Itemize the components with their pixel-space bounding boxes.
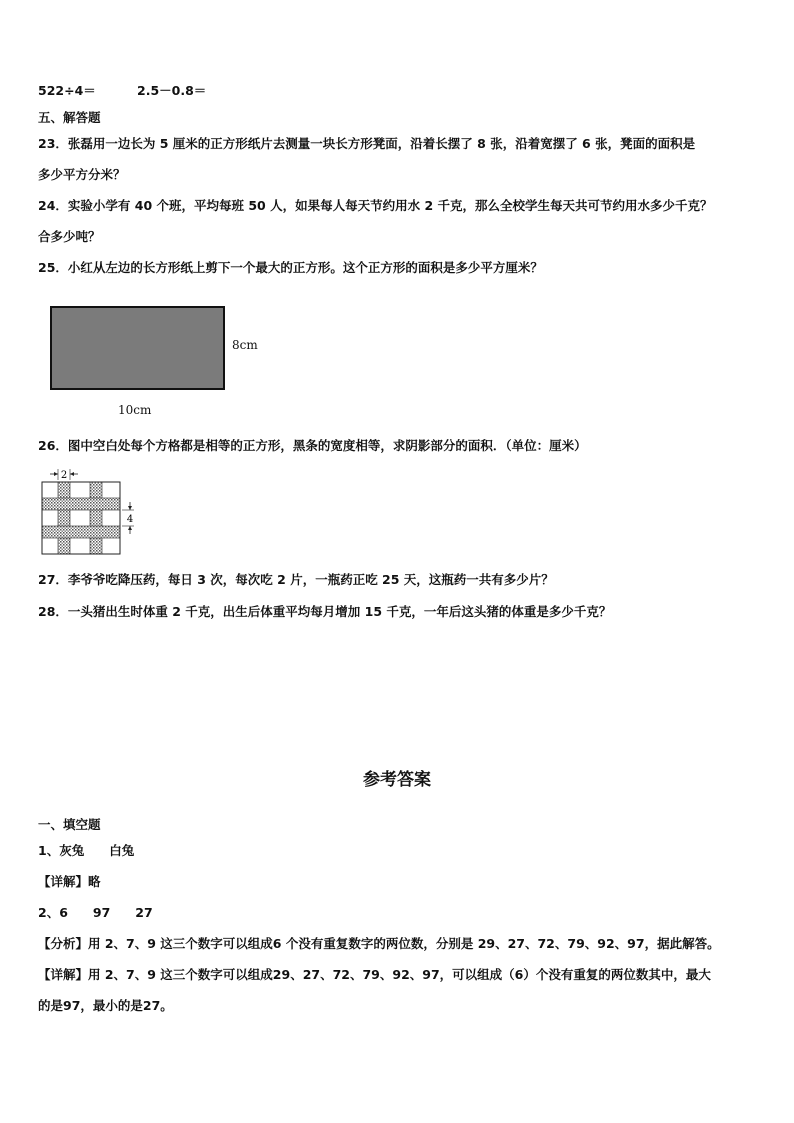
answer-2: 2、6 97 27	[38, 905, 153, 920]
section-5-heading: 五、解答题	[38, 110, 101, 125]
grid-label-top: 2	[60, 470, 68, 481]
rect-height-label: 8cm	[232, 338, 258, 352]
question-24-line1: 24．实验小学有 40 个班，平均每班 50 人，如果每人每天节约用水 2 千克，那么全校学生每天共可节约用水多少千克？	[38, 198, 713, 213]
rect-width-label: 10cm	[118, 403, 152, 417]
answer-2-detail-line2: 的是97，最小的是27。	[38, 998, 173, 1013]
question-24-line2: 合多少吨？	[38, 229, 101, 244]
question-25-text: 25．小红从左边的长方形纸上剪下一个最大的正方形。这个正方形的面积是多少平方厘米？	[38, 260, 543, 275]
calc-item-1: 522÷4＝	[38, 83, 96, 98]
answers-section-1: 一、填空题	[38, 817, 101, 832]
rectangle-figure	[50, 306, 225, 390]
question-23-line1: 23．张磊用一边长为 5 厘米的正方形纸片去测量一块长方形凳面，沿着长摆了 8 张，沿着宽摆了 6 张，凳面的面积是	[38, 136, 696, 151]
question-27-text: 27．李爷爷吃降压药，每日 3 次，每次吃 2 片，一瓶药正吃 25 天，这瓶药一共有多少片？	[38, 572, 554, 587]
calc-item-2: 2.5－0.8＝	[137, 83, 207, 98]
answer-1-detail: 【详解】略	[38, 874, 101, 889]
grid-figure	[36, 466, 146, 562]
answer-2-analysis: 【分析】用 2、7、9 这三个数字可以组成6 个没有重复数字的两位数，分别是 29、27、72、79、92、97，据此解答。	[38, 936, 720, 951]
answers-title: 参考答案	[363, 770, 431, 790]
question-23-line2: 多少平方分米？	[38, 167, 126, 182]
answer-1: 1、灰兔 白兔	[38, 843, 135, 858]
question-28-text: 28．一头猪出生时体重 2 千克，出生后体重平均每月增加 15 千克，一年后这头猪的体重是多少千克？	[38, 604, 612, 619]
answer-2-detail-line1: 【详解】用 2、7、9 这三个数字可以组成29、27、72、79、92、97，可以组成（6）个没有重复的两位数其中，最大	[38, 967, 711, 982]
grid-label-right: 4	[126, 514, 134, 525]
question-26-text: 26．图中空白处每个方格都是相等的正方形，黑条的宽度相等，求阴影部分的面积．（单位：厘米）	[38, 438, 587, 453]
